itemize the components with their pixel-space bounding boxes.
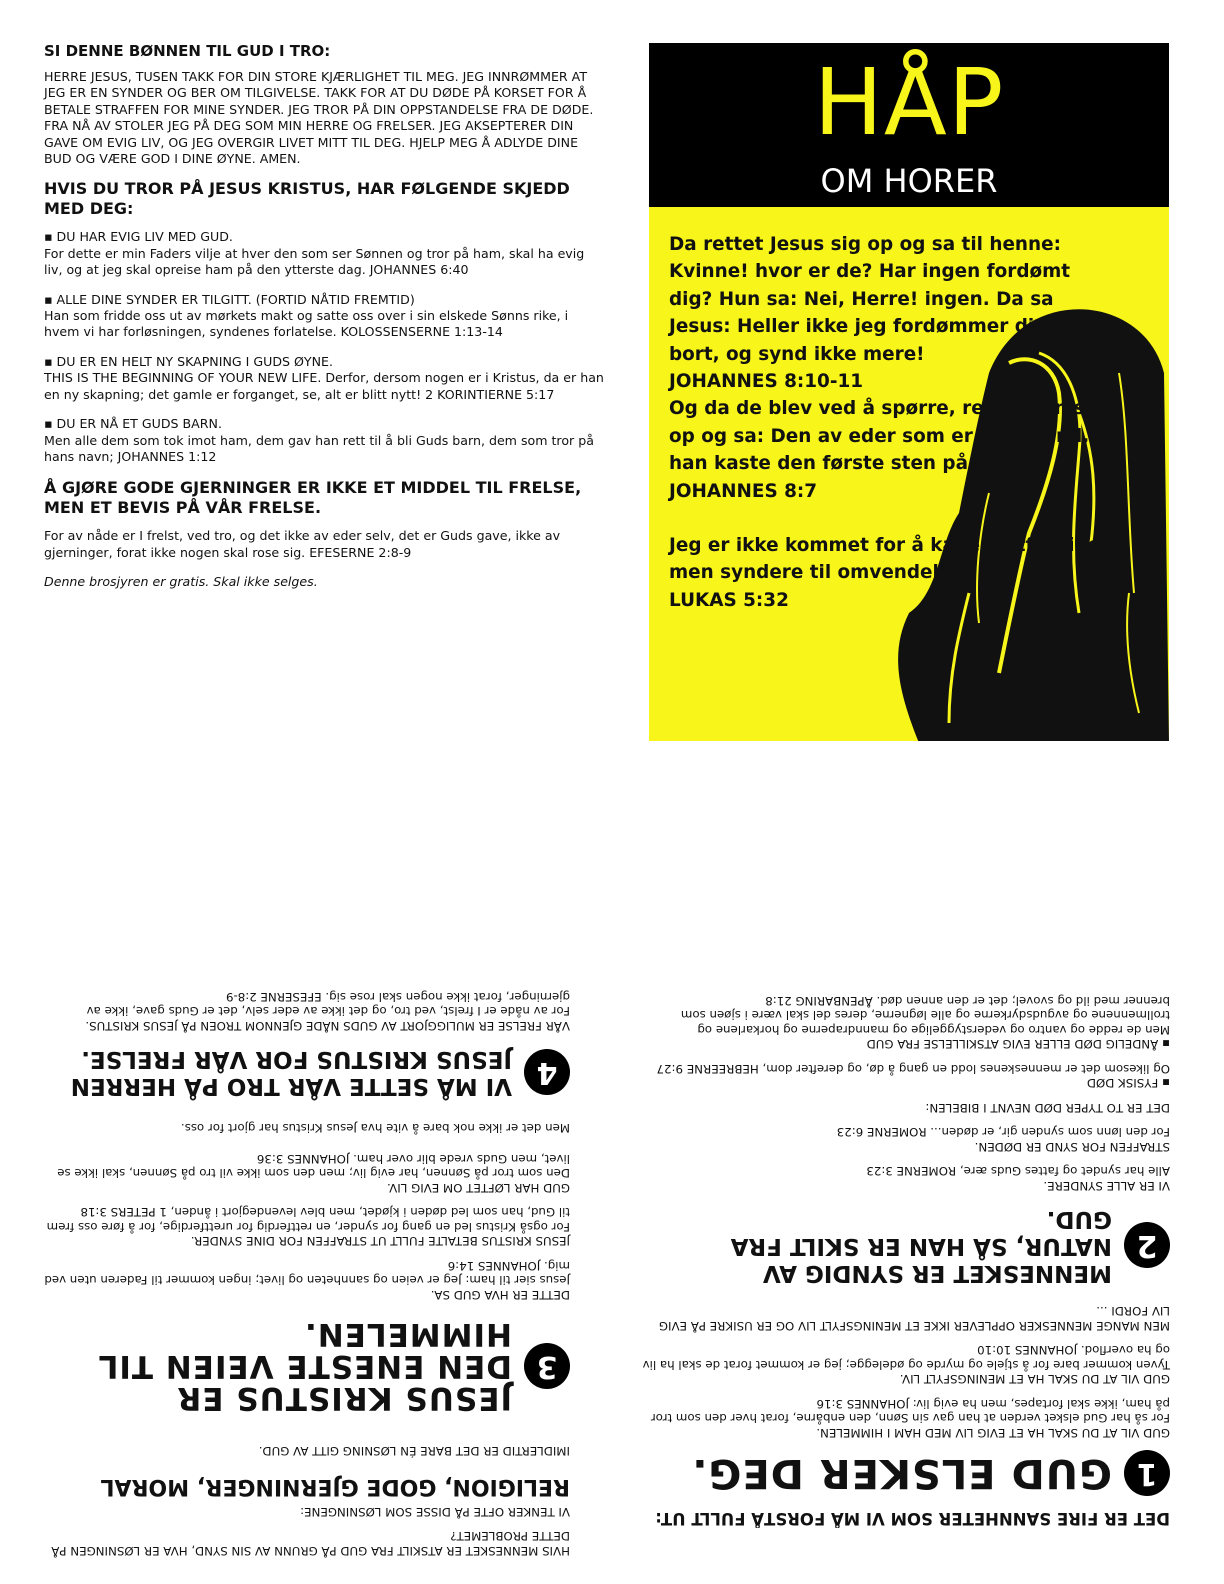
benefit-item — [44, 354, 604, 403]
salvation-label: VÅR FRELSE ER MULIGGJORT AV GUDS NÅDE GJENNOM TROEN PÅ JESUS KRISTUS. — [85, 1019, 570, 1033]
benefit-body: For dette er min Faders vilje at hver den som ser Sønnen og tror på ham, skal ha evig liv, og at jeg skal opreise ham på den ytterste dag. JOHANNES 6:40 — [44, 245, 585, 278]
brochure-cover — [649, 43, 1169, 741]
benefit-item — [44, 229, 604, 278]
wants-label: GUD VIL AT DU SKAL HA ET EVIG LIV MED HAM I HIMMELEN. — [816, 1426, 1170, 1440]
benefit-title: ▪ DU HAR EVIG LIV MED GUD. — [44, 229, 233, 245]
meaning-body: Tyven kommer bare for å stjele og myrde og ødelegge; jeg er kommet forat de skal ha liv og ha overflod. JOHANNES 10:10 — [642, 1343, 1170, 1372]
cover-verses — [669, 231, 1109, 614]
think-text: VI TENKER OFTE PÅ DISSE SOM LØSNINGENE: — [300, 1505, 570, 1519]
point-number: 2 — [1124, 1223, 1170, 1269]
problem-question: HVIS MENNESKET ER ATSKILT FRA GUD PÅ GRUNN AV SIN SYND, HVA ER LØSNINGEN PÅ DETTE PROBLEMET? — [51, 1529, 570, 1558]
point-4-heading-row — [40, 1045, 570, 1099]
spiritual-body: Men de redde og vantro og vederstyggelige og manndraperne og horkarlene og trollmennene og avgudsdyrkerne og alle løgnerne, deres del skal være i sjøen som brenner med ild og svovel; det er den annen død. ÅPENBARING 21:8 — [680, 994, 1170, 1037]
upside-down-panel-right — [640, 818, 1170, 1528]
sinners-body: Alle har syndet og fattes Guds ære, ROMERNE 3:23 — [866, 1164, 1170, 1179]
salvation-body: For av nåde er I frelst, ved tro, og det ikke av eder selv, det er Guds gave, ikke av gjerninger, forat ikke nogen skal rose sig. EFESERNE 2:8-9 — [86, 990, 570, 1019]
benefit-body: Men alle dem som tok imot ham, dem gav han rett til å bli Guds barn, dem som tror på hans navn; JOHANNES 1:12 — [44, 432, 594, 464]
upside-down-panel-left — [40, 818, 570, 1558]
prayer-panel — [44, 42, 604, 603]
penalty-body: For den lønn som synden gir, er døden... ROMERNE 6:23 — [836, 1125, 1170, 1140]
two-types-text: DET ER TO TYPER DØD NEVNT I BIBELEN: — [925, 1101, 1170, 1115]
point-number: 4 — [524, 1049, 570, 1095]
cover-subtitle: OM HORER — [820, 162, 998, 200]
point-1-heading: GUD ELSKER DEG. — [691, 1450, 1112, 1496]
cover-verse: Og da de blev ved å spørre, rettet han sig op og sa: Den av eder som er uten synd, han kaste den første sten på henne! — [669, 398, 1105, 475]
benefit-body: Han som fridde oss ut av mørkets makt og satte oss over i sin elskede Sønns rike, i hvem vi har forløsningen, syndenes forlatelse. KOLOSSENSERNE 1:13-14 — [44, 308, 569, 340]
free-brochure-note: Denne brosjyren er gratis. Skal ikke selges. — [44, 573, 318, 589]
benefit-title: ▪ DU ER EN HELT NY SKAPNING I GUDS ØYNE. — [44, 353, 334, 369]
wants-body: For så har Gud elsket verden at han gav sin Sønn, den enbårne, forat hver den som tror på ham, ikke skal fortapes, men ha evig liv: JOHANNES 3:16 — [650, 1397, 1170, 1426]
benefit-title: ▪ DU ER NÅ ET GUDS BARN. — [44, 416, 222, 432]
benefit-body: THIS IS THE BEGINNING OF YOUR NEW LIFE. Derfor, dersom nogen er i Kristus, da er han en ny skapning; det gamle er forganget, se, alt er blitt nytt! 2 KORINTIERNE 5:17 — [44, 370, 604, 402]
meaning-label: GUD VIL AT DU SKAL HA ET MENINGSFYLT LIV. — [899, 1372, 1170, 1387]
this-is-label: DETTE ER HVA GUD SA. — [430, 1288, 570, 1302]
think-heading: RELIGION, GODE GJERNINGER, MORAL — [100, 1474, 570, 1500]
prayer-text: HERRE JESUS, TUSEN TAKK FOR DIN STORE KJÆRLIGHET TIL MEG. JEG INNRØMMER AT JEG ER EN SYNDER OG BER OM TILGIVELSE. TAKK FOR AT DU DØDE PÅ KORSET FOR Å BETALE STRAFFEN FOR MINE SYNDER. JEG TROR PÅ DIN OPPSTANDELSE FRA DE DØDE. FRA NÅ AV STOLER JEG PÅ DEG SOM MIN HERRE OG FRELSER. JEG AKSEPTERER DIN GAVE OM EVIG LIV, OG JEG OVERGIR LIVET MITT TIL DEG. HJELP MEG Å ADLYDE DINE BUD OG VÆRE GOD I DINE ØYNE. AMEN. — [44, 69, 594, 167]
point-2-heading: MENNESKET ER SYNDIG AV NATUR, SÅ HAN ER SKILT FRA GUD. — [730, 1206, 1112, 1286]
cover-title-band — [649, 43, 1169, 207]
truths-intro: DET ER FIRE SANNHETER SOM VI MÅ FORSTÅ FULLT UT: — [655, 1509, 1170, 1528]
cover-reference: JOHANNES 8:7 — [669, 480, 818, 502]
benefit-title: ▪ ALLE DINE SYNDER ER TILGITT. (FORTID NÅTID FREMTID) — [44, 291, 415, 307]
promise-body: Den som tror på Sønnen, har evig liv; men den som ikke vil tro på Sønnen, skal ikke se livet, men Guds vrede blir over ham. JOHANNES 3:36 — [57, 1152, 570, 1181]
point-4-heading: VI MÅ SETTE VÅR TRO PÅ HERREN JESUS KRISTUS FOR VÅR FRELSE. — [70, 1046, 512, 1099]
many-text: MEN MANGE MENNESKER OPPLEVER IKKE ET MENINGSFYLT LIV OG ER USIKRE PÅ EVIG LIV FORDI ... — [658, 1304, 1170, 1333]
penalty-label: STRAFFEN FOR SYND ER DØDEN. — [974, 1140, 1170, 1154]
believe-heading: HVIS DU TROR PÅ JESUS KRISTUS, HAR FØLGENDE SKJEDD MED DEG: — [44, 179, 570, 219]
cover-verse: Da rettet Jesus sig op og sa til henne: Kvinne! hvor er de? Har ingen fordømt dig? Hun sa: Nei, Herre! ingen. Da sa Jesus: Heller ikke jeg fordømmer dig; gå bort, og synd ikke mere! — [669, 234, 1087, 365]
point-1-heading-row — [640, 1450, 1170, 1496]
physical-label: ▪ FYSISK DØD — [1086, 1076, 1170, 1091]
paid-label: JESUS KRISTUS BETALTE FULLT UT STRAFFEN FOR DINE SYNDER. — [190, 1234, 570, 1249]
works-heading: Å GJØRE GODE GJERNINGER ER IKKE ET MIDDEL TIL FRELSE, MEN ET BEVIS PÅ VÅR FRELSE. — [44, 478, 582, 518]
know-text: Men det er ikke nok bare å vite hva Jesus Kristus har gjort for oss. — [180, 1121, 570, 1136]
physical-body: Og likesom det er menneskenes lodd en gang å dø, og derefter dom, HEBREERNE 9:27 — [656, 1062, 1170, 1076]
cover-title: HÅP — [813, 49, 1005, 156]
cover-verse: Jeg er ikke kommet for å kalle rettferdige, men syndere til omvendelse. — [669, 535, 1108, 584]
point-2-heading-row — [640, 1205, 1170, 1286]
sinners-label: VI ER ALLE SYNDERE. — [1043, 1179, 1170, 1193]
paid-body: For også Kristus led en gang for synder, en rettferdig for urettferdige, for å føre oss frem til Gud, han som led døden i kjødet, men blev levendegjort i ånden, 1 PETERS 3:18 — [46, 1205, 570, 1234]
works-text: For av nåde er I frelst, ved tro, og det ikke av eder selv, det er Guds gave, ikke av gjerninger, forat ikke nogen skal rose sig. EFESERNE 2:8-9 — [44, 528, 561, 560]
prayer-heading: SI DENNE BØNNEN TIL GUD I TRO: — [44, 42, 331, 60]
however-text: IMIDLERTID ER DET BARE ÉN LØSNING GITT AV GUD. — [258, 1444, 570, 1459]
point-3-heading: JESUS KRISTUS ER DEN ENESTE VEIEN TIL HIMMELEN. — [97, 1316, 512, 1416]
benefit-item — [44, 416, 604, 465]
benefit-item — [44, 292, 604, 341]
promise-label: GUD HAR LØFTET OM EVIG LIV. — [386, 1181, 570, 1195]
point-3-heading-row — [40, 1318, 570, 1414]
cover-reference: JOHANNES 8:10-11 — [669, 371, 864, 393]
this-is-body: Jesus sier til ham: Jeg er veien og sannheten og livet; ingen kommer til Faderen uten ved mig. JOHANNES 14:6 — [44, 1259, 570, 1288]
cover-reference: LUKAS 5:32 — [669, 589, 789, 611]
spiritual-label: ▪ ÅNDELIG DØD ELLER EVIG ATSKILLELSE FRA GUD — [866, 1037, 1170, 1052]
point-number: 1 — [1124, 1450, 1170, 1496]
point-number: 3 — [524, 1343, 570, 1389]
